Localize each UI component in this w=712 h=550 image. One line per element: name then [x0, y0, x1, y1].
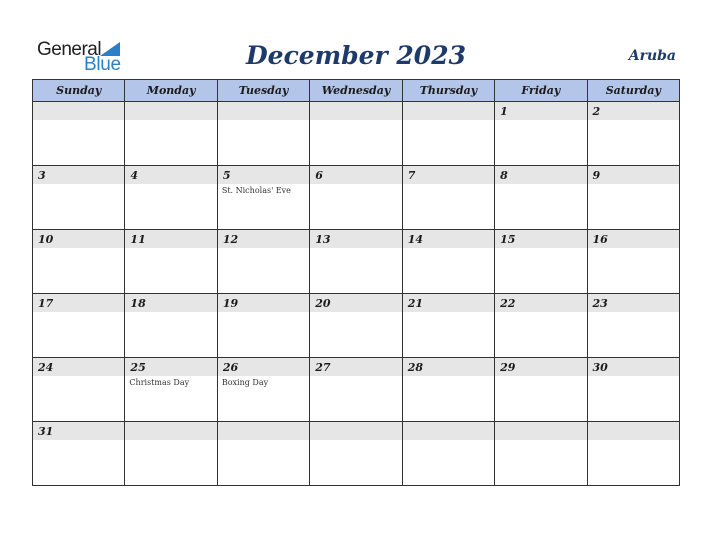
day-cell [125, 422, 217, 486]
day-cell [402, 166, 494, 230]
logo-general-text: General [37, 39, 102, 60]
day-number: 20 [315, 297, 331, 310]
day-cell [587, 422, 679, 486]
weekday-header: Thursday [402, 80, 494, 102]
day-number-bar [33, 294, 124, 312]
day-number: 15 [500, 233, 516, 246]
day-cell [217, 294, 309, 358]
day-number: 3 [38, 169, 46, 182]
day-number: 25 [130, 361, 146, 374]
day-number-bar [125, 358, 216, 376]
day-number-bar [403, 230, 494, 248]
day-number: 13 [315, 233, 331, 246]
day-cell [495, 422, 587, 486]
day-cell [33, 166, 125, 230]
day-cell [310, 422, 402, 486]
day-number-bar [125, 166, 216, 184]
day-number: 2 [592, 105, 601, 118]
holiday-label: St. Nicholas' Eve [221, 186, 291, 195]
day-number [218, 422, 309, 425]
day-number-bar [33, 166, 124, 184]
day-cell [33, 358, 125, 422]
day-number-bar [495, 166, 586, 184]
day-cell [587, 102, 679, 166]
day-number: 26 [222, 361, 239, 374]
logo-blue-text: Blue [84, 54, 121, 75]
day-number: 9 [592, 169, 601, 182]
day-number-bar [310, 166, 401, 184]
weekday-header: Tuesday [217, 80, 309, 102]
day-cell [310, 166, 402, 230]
day-cell [587, 294, 679, 358]
day-cell [587, 230, 679, 294]
week-row [33, 102, 680, 166]
day-number: 8 [500, 169, 508, 182]
day-number: 19 [222, 297, 239, 310]
day-number-bar [33, 230, 124, 248]
day-number [310, 102, 401, 105]
day-number-bar [495, 230, 586, 248]
day-cell [495, 166, 587, 230]
day-number [403, 102, 494, 105]
day-number-bar [33, 422, 124, 440]
day-cell [125, 358, 217, 422]
day-cell [310, 102, 402, 166]
day-cell [495, 294, 587, 358]
day-cell [402, 230, 494, 294]
day-number [310, 422, 401, 425]
day-cell [495, 358, 587, 422]
day-number: 11 [130, 233, 146, 246]
day-number-bar [218, 230, 309, 248]
day-number: 12 [222, 233, 239, 246]
day-number-bar [218, 294, 309, 312]
day-number-bar [218, 358, 309, 376]
day-number-bar [310, 102, 401, 120]
day-number-bar [403, 166, 494, 184]
day-cell [217, 422, 309, 486]
day-number: 30 [592, 361, 608, 374]
weekday-header: Friday [495, 80, 587, 102]
weekday-header: Monday [125, 80, 217, 102]
day-number-bar [310, 358, 401, 376]
day-cell [495, 102, 587, 166]
day-number-bar [218, 102, 309, 120]
day-number-bar [588, 102, 679, 120]
calendar-grid [32, 79, 680, 486]
day-number-bar [403, 102, 494, 120]
day-number: 6 [315, 169, 323, 182]
day-number-bar [125, 102, 216, 120]
day-cell [33, 422, 125, 486]
day-number: 22 [500, 297, 516, 310]
day-number-bar [310, 294, 401, 312]
week-row [33, 422, 680, 486]
day-number: 21 [407, 297, 423, 310]
country-name: Aruba [628, 48, 676, 64]
day-number: 27 [315, 361, 331, 374]
day-cell [217, 230, 309, 294]
day-number-bar [33, 358, 124, 376]
day-cell [310, 358, 402, 422]
day-number [588, 422, 679, 425]
day-number: 31 [38, 425, 54, 438]
day-cell [402, 422, 494, 486]
day-cell [217, 166, 309, 230]
day-number: 24 [38, 361, 54, 374]
day-number-bar [495, 102, 586, 120]
day-cell [33, 102, 125, 166]
calendar-title: December 2023 [245, 41, 466, 70]
day-number-bar [310, 422, 401, 440]
weekday-header: Wednesday [310, 80, 402, 102]
day-number: 28 [407, 361, 423, 374]
day-number [403, 422, 494, 425]
day-cell [587, 358, 679, 422]
day-number-bar [588, 358, 679, 376]
week-row [33, 230, 680, 294]
day-number: 7 [407, 169, 416, 182]
day-cell [125, 102, 217, 166]
day-number-bar [588, 166, 679, 184]
day-cell [402, 358, 494, 422]
day-number: 23 [592, 297, 608, 310]
day-number-bar [495, 294, 586, 312]
day-number [33, 102, 124, 105]
day-number-bar [125, 294, 216, 312]
day-cell [402, 102, 494, 166]
day-number-bar [33, 102, 124, 120]
day-number-bar [310, 230, 401, 248]
day-number-bar [588, 294, 679, 312]
weekday-header-row [33, 80, 680, 102]
day-number [125, 422, 216, 425]
holiday-label: Boxing Day [221, 378, 269, 387]
day-cell [402, 294, 494, 358]
day-number-bar [125, 230, 216, 248]
day-cell [495, 230, 587, 294]
day-number-bar [403, 422, 494, 440]
day-cell [33, 230, 125, 294]
day-number-bar [588, 230, 679, 248]
day-number: 14 [407, 233, 423, 246]
day-number: 10 [38, 233, 54, 246]
week-row [33, 294, 680, 358]
day-cell [33, 294, 125, 358]
holiday-label: Christmas Day [129, 378, 190, 387]
day-number [218, 102, 309, 105]
day-number-bar [403, 294, 494, 312]
day-cell [310, 230, 402, 294]
day-cell [217, 102, 309, 166]
day-number [125, 102, 216, 105]
day-cell [125, 294, 217, 358]
day-number-bar [125, 422, 216, 440]
day-number-bar [403, 358, 494, 376]
day-cell [310, 294, 402, 358]
day-number-bar [588, 422, 679, 440]
day-cell [587, 166, 679, 230]
day-number-bar [218, 166, 309, 184]
day-number [495, 422, 586, 425]
day-number: 16 [592, 233, 608, 246]
day-number: 5 [222, 169, 231, 182]
week-row [33, 166, 680, 230]
weekday-header: Saturday [587, 80, 679, 102]
day-number: 29 [500, 361, 516, 374]
day-number: 4 [130, 169, 139, 182]
day-cell [217, 358, 309, 422]
day-number: 18 [130, 297, 146, 310]
day-number: 17 [38, 297, 54, 310]
day-number-bar [495, 358, 586, 376]
day-cell [125, 230, 217, 294]
day-number-bar [495, 422, 586, 440]
day-number-bar [218, 422, 309, 440]
weekday-header: Sunday [33, 80, 125, 102]
day-number: 1 [500, 105, 508, 118]
day-cell [125, 166, 217, 230]
week-row [33, 358, 680, 422]
